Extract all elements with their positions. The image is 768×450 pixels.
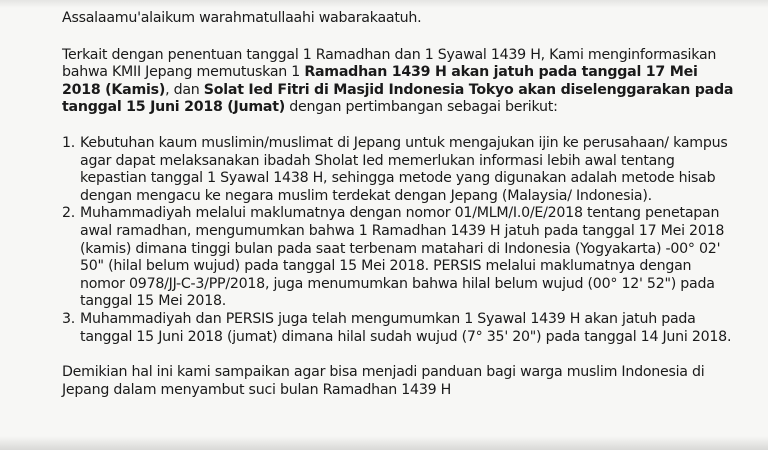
intro-text-1: Terkait dengan penentuan tanggal 1 Ramadhan dan 1 Syawal 1439 H, Kami menginformasikan bahwa KMII Jepang memutuskan 1 xyxy=(62,46,717,81)
greeting-line: Assalaamu'alaikum warahmatullaahi wabarakaatuh. xyxy=(62,10,422,26)
considerations-list xyxy=(62,135,740,346)
list-item xyxy=(62,311,740,346)
closing-paragraph: Demikian hal ini kami sampaikan agar bisa menjadi panduan bagi warga muslim Indonesia di Jepang dalam menyambut suci bulan Ramadhan 1439 H xyxy=(62,364,705,398)
list-item-number: 2. xyxy=(62,205,76,222)
list-item-text: Kebutuhan kaum muslimin/muslimat di Jepang untuk mengajukan ijin ke perusahaan/ kampus agar dapat melaksanakan ibadah Sholat Ied memerlukan informasi lebih awal tentang kepastian tanggal 1 Syawal 1438 H, sehingga metode yang digunakan adalah metode hisab dengan mengacu ke negara muslim terdekat dengan Jepang (Malaysia/ Indonesia). xyxy=(80,134,728,204)
list-item-number: 1. xyxy=(62,134,76,151)
intro-eid-prayer-date: Solat Ied Fitri di Masjid Indonesia Tokyo akan diselenggarakan pada tanggal 15 Juni 2018 (Jumat) xyxy=(62,81,734,116)
intro-text-3: dengan pertimbangan sebagai berikut: xyxy=(285,99,558,116)
list-item xyxy=(62,135,740,205)
list-item-number: 3. xyxy=(62,310,76,327)
intro-ramadhan-date: Ramadhan 1439 H akan jatuh pada tanggal 17 Mei 2018 (Kamis) xyxy=(62,64,698,98)
list-item-text: Muhammadiyah dan PERSIS juga telah mengumumkan 1 Syawal 1439 H akan jatuh pada tanggal 15 Juni 2018 (jumat) dimana hilal sudah wujud (7° 35' 20") pada tanggal 14 Juni 2018. xyxy=(80,310,732,345)
list-item xyxy=(62,205,740,311)
intro-text-2: , dan xyxy=(165,81,204,98)
intro-paragraph xyxy=(62,47,740,117)
list-item-text: Muhammadiyah melalui maklumatnya dengan nomor 01/MLM/I.0/E/2018 tentang penetapan awal ramadhan, mengumumkan bahwa 1 Ramadhan 1439 H jatuh pada tanggal 17 Mei 2018 (kamis) dimana tinggi bulan pada saat terbenam matahari di Indonesia (Yogyakarta) -00° 02' 50" (hilal belum wujud) pada tanggal 15 Mei 2018. PERSIS melalui maklumatnya dengan nomor 0978/JJ-C-3/PP/2018, juga menumumkan bahwa hilal belum wujud (00° 12' 52") pada tanggal 15 Mei 2018. xyxy=(80,205,725,310)
